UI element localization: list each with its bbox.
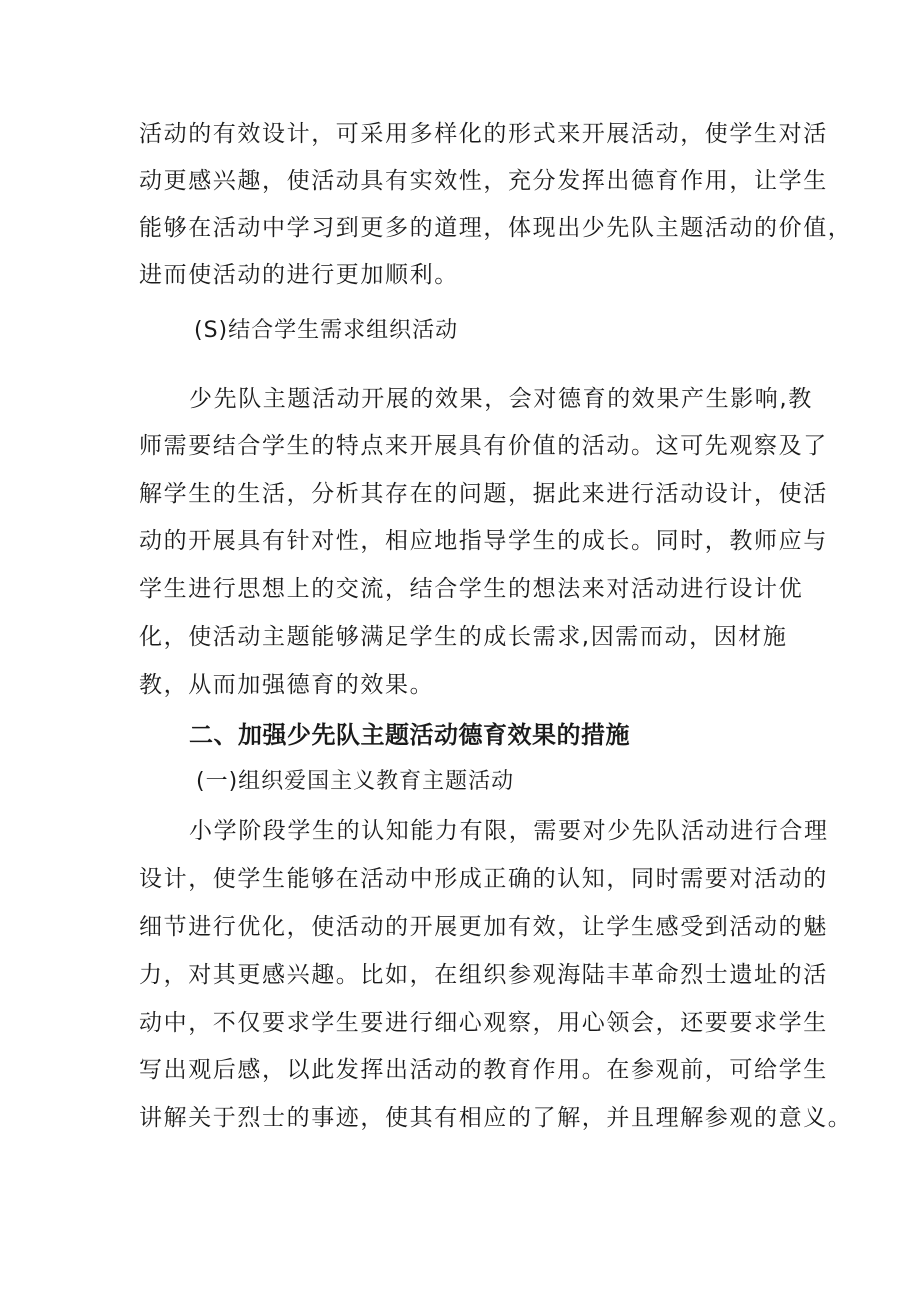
paragraph-line: 学生进行思想上的交流，结合学生的想法来对活动进行设计优 (139, 576, 804, 602)
subheading-patriotic: (一)组织爱国主义教育主题活动 (196, 769, 515, 794)
paragraph-line: 动更感兴趣，使活动具有实效性，充分发挥出德育作用，让学生 (139, 168, 828, 194)
paragraph-line: 进而使活动的进行更加顺利。 (139, 262, 459, 288)
paragraph-line: 设计，使学生能够在活动中形成正确的认知，同时需要对活动的 (139, 866, 828, 892)
paragraph-line: 能够在活动中学习到更多的道理，体现出少先队主题活动的价值， (139, 215, 853, 241)
paragraph-line: 讲解关于烈士的事迹，使其有相应的了解，并且理解参观的意义。 (139, 1105, 853, 1131)
paragraph-line: 化，使活动主题能够满足学生的成长需求,因需而动，因材施 (139, 624, 788, 650)
paragraph-line: 少先队主题活动开展的效果，会对德育的效果产生影响,教 (189, 386, 813, 412)
paragraph-line: 解学生的生活，分析其存在的问题，据此来进行活动设计，使活 (139, 481, 828, 507)
paragraph-line: 写出观后感，以此发挥出活动的教育作用。在参观前，可给学生 (139, 1057, 828, 1083)
paragraph-line: 小学阶段学生的认知能力有限，需要对少先队活动进行合理 (189, 818, 829, 844)
paragraph-line: 师需要结合学生的特点来开展具有价值的活动。这可先观察及了 (139, 433, 828, 459)
paragraph-line: 力，对其更感兴趣。比如，在组织参观海陆丰革命烈士遗址的活 (139, 962, 828, 988)
section-heading: 二、加强少先队主题活动德育效果的措施 (189, 721, 630, 749)
paragraph-line: 活动的有效设计，可采用多样化的形式来开展活动，使学生对活 (139, 121, 828, 147)
paragraph-line: 细节进行优化，使活动的开展更加有效，让学生感受到活动的魅 (139, 914, 828, 940)
subheading-needs: (S)结合学生需求组织活动 (194, 318, 459, 343)
paragraph-line: 教，从而加强德育的效果。 (139, 672, 435, 698)
paragraph-line: 动的开展具有针对性，相应地指导学生的成长。同时，教师应与 (139, 528, 828, 554)
paragraph-line: 动中，不仅要求学生要进行细心观察，用心领会，还要要求学生 (139, 1010, 828, 1036)
